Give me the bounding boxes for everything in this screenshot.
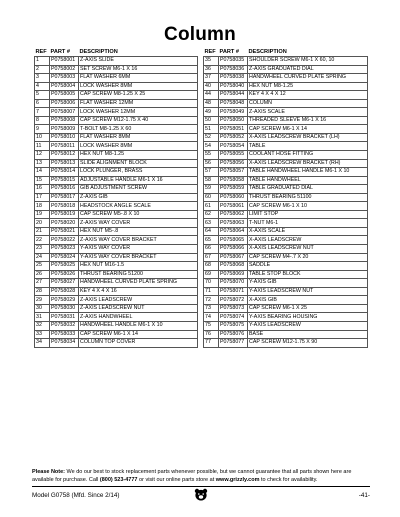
part-number-cell: P0758022 xyxy=(50,236,79,245)
description-cell: FLAT WASHER 8MM xyxy=(79,133,198,142)
description-cell: Z-AXIS WAY COVER BRACKET xyxy=(79,236,198,245)
ref-cell: 72 xyxy=(204,296,219,305)
page-number: -41- xyxy=(358,492,370,499)
ref-cell: 61 xyxy=(204,202,219,211)
description-cell: Y-AXIS WAY COVER BRACKET xyxy=(79,253,198,262)
ref-cell: 40 xyxy=(204,82,219,91)
table-row xyxy=(35,202,198,211)
description-cell: KEY 4 X 4 X 12 xyxy=(248,91,368,100)
description-cell: Z-AXIS HANDWHEEL xyxy=(79,313,198,322)
part-number-cell: P0758058 xyxy=(219,176,248,185)
part-number-cell: P0758052 xyxy=(219,133,248,142)
part-number-cell: P0758020 xyxy=(50,219,79,228)
description-cell: TABLE HANDWHEEL HANDLE M6-1 X 10 xyxy=(248,168,368,177)
ref-cell: 11 xyxy=(35,142,50,151)
description-cell: Y-AXIS LEADSCREW NUT xyxy=(248,287,368,296)
part-number-cell: P0758004 xyxy=(50,82,79,91)
description-cell: Z-AXIS LEADSCREW NUT xyxy=(79,304,198,313)
part-number-cell: P0758075 xyxy=(219,321,248,330)
part-number-cell: P0758019 xyxy=(50,210,79,219)
description-cell: HEADSTOCK ANGLE SCALE xyxy=(79,202,198,211)
part-number-cell: P0758068 xyxy=(219,262,248,271)
part-number-cell: P0758011 xyxy=(50,142,79,151)
description-cell: COLUMN TOP COVER xyxy=(79,339,198,348)
ref-header: REF xyxy=(204,49,216,55)
description-cell: HEX NUT M5-.8 xyxy=(79,227,198,236)
table-row xyxy=(204,304,368,313)
table-row xyxy=(35,65,198,74)
table-row xyxy=(35,321,198,330)
table-row xyxy=(204,159,368,168)
page-title: Column xyxy=(164,24,236,45)
ref-cell: 63 xyxy=(204,219,219,228)
table-row xyxy=(204,202,368,211)
part-number-cell: P0758032 xyxy=(50,321,79,330)
description-cell: LOCK WASHER 8MM xyxy=(79,142,198,151)
description-cell: SET SCREW M6-1 X 16 xyxy=(79,65,198,74)
ref-cell: 59 xyxy=(204,185,219,194)
description-cell: X-AXIS GIB xyxy=(248,296,368,305)
part-number-cell: P0758071 xyxy=(219,287,248,296)
description-cell: X-AXIS LEADSCREW xyxy=(248,236,368,245)
table-row xyxy=(204,287,368,296)
table-row xyxy=(204,125,368,134)
part-number-cell: P0758060 xyxy=(219,193,248,202)
part-number-cell: P0758010 xyxy=(50,133,79,142)
ref-cell: 14 xyxy=(35,168,50,177)
description-cell: KEY 4 X 4 X 16 xyxy=(79,287,198,296)
description-cell: THRUST BEARING 51100 xyxy=(248,193,368,202)
note-url-link[interactable]: www.grizzly.com xyxy=(215,476,260,483)
description-cell: HEX NUT M8-1.25 xyxy=(79,151,198,160)
ref-cell: 10 xyxy=(35,133,50,142)
description-cell: CAP SCREW M8-1.25 X 25 xyxy=(79,91,198,100)
description-cell: X-AXIS LEADSCREW NUT xyxy=(248,245,368,254)
ref-cell: 48 xyxy=(204,99,219,108)
ref-cell: 70 xyxy=(204,279,219,288)
table-row xyxy=(204,279,368,288)
ref-cell: 15 xyxy=(35,176,50,185)
bear-logo-icon xyxy=(194,488,208,501)
footer-divider xyxy=(32,486,370,487)
description-cell: LOCK WASHER 12MM xyxy=(79,108,198,117)
availability-note xyxy=(32,469,370,484)
description-cell: X-AXIS SCALE xyxy=(248,227,368,236)
table-row xyxy=(35,313,198,322)
table-row xyxy=(204,142,368,151)
part-number-cell: P0758069 xyxy=(219,270,248,279)
part-number-cell: P0758064 xyxy=(219,227,248,236)
part-number-cell: P0758056 xyxy=(219,159,248,168)
part-number-cell: P0758059 xyxy=(219,185,248,194)
description-cell: HANDWHEEL CURVED PLATE SPRING xyxy=(79,279,198,288)
ref-cell: 66 xyxy=(204,245,219,254)
table-row xyxy=(204,108,368,117)
ref-cell: 60 xyxy=(204,193,219,202)
table-row xyxy=(204,133,368,142)
note-text: to check for availability. xyxy=(259,476,318,483)
table-row xyxy=(204,74,368,83)
part-number-cell: P0758023 xyxy=(50,245,79,254)
table-row xyxy=(204,65,368,74)
part-number-cell: P0758027 xyxy=(50,279,79,288)
parts-table-right xyxy=(203,48,368,348)
table-row xyxy=(204,193,368,202)
part-number-cell: P0758036 xyxy=(219,65,248,74)
part-number-cell: P0758031 xyxy=(50,313,79,322)
ref-cell: 26 xyxy=(35,270,50,279)
description-cell: Y-AXIS GIB xyxy=(248,279,368,288)
description-cell: THRUST BEARING 51200 xyxy=(79,270,198,279)
ref-cell: 69 xyxy=(204,270,219,279)
table-row xyxy=(35,91,198,100)
part-number-cell: P0758012 xyxy=(50,151,79,160)
description-cell: CAP SCREW M6-1 X 14 xyxy=(79,330,198,339)
description-cell: CAP SCREW M4-.7 X 20 xyxy=(248,253,368,262)
ref-cell: 5 xyxy=(35,91,50,100)
table-row xyxy=(35,339,198,348)
ref-cell: 36 xyxy=(204,65,219,74)
part-number-cell: P0758055 xyxy=(219,151,248,160)
ref-cell: 52 xyxy=(204,133,219,142)
table-row xyxy=(204,151,368,160)
ref-cell: 55 xyxy=(204,151,219,160)
part-number-cell: P0758067 xyxy=(219,253,248,262)
part-header: PART # xyxy=(50,49,70,55)
part-number-cell: P0758026 xyxy=(50,270,79,279)
ref-cell: 49 xyxy=(204,108,219,117)
table-row xyxy=(35,185,198,194)
ref-cell: 13 xyxy=(35,159,50,168)
part-number-cell: P0758034 xyxy=(50,339,79,348)
ref-cell: 34 xyxy=(35,339,50,348)
description-cell: TABLE STOP BLOCK xyxy=(248,270,368,279)
table-row xyxy=(204,168,368,177)
ref-cell: 67 xyxy=(204,253,219,262)
table-row xyxy=(35,108,198,117)
part-number-cell: P0758028 xyxy=(50,287,79,296)
part-number-cell: P0758063 xyxy=(219,219,248,228)
part-number-cell: P0758065 xyxy=(219,236,248,245)
table-row xyxy=(204,185,368,194)
table-row xyxy=(35,151,198,160)
part-number-cell: P0758070 xyxy=(219,279,248,288)
description-cell: Z-AXIS LEADSCREW xyxy=(79,296,198,305)
description-cell: Z-AXIS GRADUATED DIAL xyxy=(248,65,368,74)
table-row xyxy=(35,142,198,151)
ref-cell: 2 xyxy=(35,65,50,74)
description-cell: CAP SCREW M6-1 X 25 xyxy=(248,304,368,313)
description-cell: FLAT WASHER 6MM xyxy=(79,74,198,83)
part-number-cell: P0758018 xyxy=(50,202,79,211)
table-row xyxy=(204,236,368,245)
part-number-cell: P0758054 xyxy=(219,142,248,151)
description-cell: ADJUSTABLE HANDLE M6-1 X 16 xyxy=(79,176,198,185)
description-cell: HEX NUT M8-1.25 xyxy=(248,82,368,91)
table-row xyxy=(35,133,198,142)
part-number-cell: P0758021 xyxy=(50,227,79,236)
table-row xyxy=(35,176,198,185)
description-cell: THREADED SLEEVE M6-1 X 16 xyxy=(248,116,368,125)
description-cell: HANDWHEEL CURVED PLATE SPRING xyxy=(248,74,368,83)
description-cell: CAP SCREW M12-1.75 X 90 xyxy=(248,339,368,348)
part-number-cell: P0758033 xyxy=(50,330,79,339)
description-cell: SADDLE xyxy=(248,262,368,271)
part-number-cell: P0758048 xyxy=(219,99,248,108)
ref-cell: 27 xyxy=(35,279,50,288)
note-text: or visit our online parts store at xyxy=(137,476,216,483)
description-cell: CAP SCREW M12-1.75 X 40 xyxy=(79,116,198,125)
ref-cell: 3 xyxy=(35,74,50,83)
part-header: PART # xyxy=(219,49,239,55)
description-cell: LIMIT STOP xyxy=(248,210,368,219)
description-header: DESCRIPTION xyxy=(248,49,287,55)
ref-cell: 31 xyxy=(35,313,50,322)
part-number-cell: P0758024 xyxy=(50,253,79,262)
part-number-cell: P0758001 xyxy=(50,57,79,66)
part-number-cell: P0758077 xyxy=(219,339,248,348)
description-cell: TABLE xyxy=(248,142,368,151)
ref-cell: 24 xyxy=(35,253,50,262)
part-number-cell: P0758029 xyxy=(50,296,79,305)
note-label: Please Note: xyxy=(32,469,66,475)
table-row xyxy=(204,57,368,66)
description-cell: CAP SCREW M6-1 X 10 xyxy=(248,202,368,211)
description-cell: Y-AXIS WAY COVER xyxy=(79,245,198,254)
description-cell: T-BOLT M8-1.25 X 60 xyxy=(79,125,198,134)
ref-cell: 50 xyxy=(204,116,219,125)
ref-cell: 30 xyxy=(35,304,50,313)
table-row xyxy=(35,74,198,83)
ref-cell: 33 xyxy=(35,330,50,339)
table-row xyxy=(35,262,198,271)
table-row xyxy=(35,57,198,66)
description-cell: X-AXIS LEADSCREW BRACKET (RH) xyxy=(248,159,368,168)
table-row xyxy=(35,287,198,296)
part-number-cell: P0758008 xyxy=(50,116,79,125)
description-cell: TABLE GRADUATED DIAL xyxy=(248,185,368,194)
part-number-cell: P0758061 xyxy=(219,202,248,211)
ref-cell: 4 xyxy=(35,82,50,91)
table-row xyxy=(204,219,368,228)
part-number-cell: P0758017 xyxy=(50,193,79,202)
description-cell: Y-AXIS LEADSCREW xyxy=(248,321,368,330)
description-cell: BASE xyxy=(248,330,368,339)
ref-cell: 62 xyxy=(204,210,219,219)
part-number-cell: P0758030 xyxy=(50,304,79,313)
part-number-cell: P0758006 xyxy=(50,99,79,108)
ref-cell: 17 xyxy=(35,193,50,202)
ref-cell: 54 xyxy=(204,142,219,151)
table-row xyxy=(35,82,198,91)
ref-cell: 76 xyxy=(204,330,219,339)
description-cell: Z-AXIS SLIDE xyxy=(79,57,198,66)
table-row xyxy=(35,210,198,219)
table-row xyxy=(35,270,198,279)
description-cell: Z-AXIS WAY COVER xyxy=(79,219,198,228)
ref-cell: 28 xyxy=(35,287,50,296)
part-number-cell: P0758049 xyxy=(219,108,248,117)
table-row xyxy=(35,159,198,168)
description-cell: SLIDE ALIGNMENT BLOCK xyxy=(79,159,198,168)
description-cell: TABLE HANDWHEEL xyxy=(248,176,368,185)
ref-cell: 1 xyxy=(35,57,50,66)
parts-table-left xyxy=(34,48,198,348)
description-cell: T-NUT M6-1 xyxy=(248,219,368,228)
part-number-cell: P0758016 xyxy=(50,185,79,194)
part-number-cell: P0758057 xyxy=(219,168,248,177)
table-row xyxy=(35,125,198,134)
table-row xyxy=(204,253,368,262)
table-row xyxy=(35,296,198,305)
part-number-cell: P0758013 xyxy=(50,159,79,168)
part-number-cell: P0758050 xyxy=(219,116,248,125)
ref-cell: 73 xyxy=(204,304,219,313)
ref-cell: 16 xyxy=(35,185,50,194)
part-number-cell: P0758040 xyxy=(219,82,248,91)
part-number-cell: P0758062 xyxy=(219,210,248,219)
part-number-cell: P0758009 xyxy=(50,125,79,134)
table-row xyxy=(35,304,198,313)
ref-cell: 64 xyxy=(204,227,219,236)
ref-cell: 32 xyxy=(35,321,50,330)
ref-cell: 65 xyxy=(204,236,219,245)
ref-cell: 19 xyxy=(35,210,50,219)
ref-cell: 18 xyxy=(35,202,50,211)
part-number-cell: P0758073 xyxy=(219,304,248,313)
part-number-cell: P0758005 xyxy=(50,91,79,100)
ref-cell: 44 xyxy=(204,91,219,100)
part-number-cell: P0758014 xyxy=(50,168,79,177)
part-number-cell: P0758072 xyxy=(219,296,248,305)
part-number-cell: P0758015 xyxy=(50,176,79,185)
ref-cell: 56 xyxy=(204,159,219,168)
table-row xyxy=(35,279,198,288)
description-cell: FLAT WASHER 12MM xyxy=(79,99,198,108)
ref-cell: 74 xyxy=(204,313,219,322)
ref-cell: 25 xyxy=(35,262,50,271)
table-row xyxy=(204,116,368,125)
table-row xyxy=(204,210,368,219)
table-row xyxy=(204,227,368,236)
part-number-cell: P0758002 xyxy=(50,65,79,74)
part-number-cell: P0758066 xyxy=(219,245,248,254)
table-row xyxy=(35,219,198,228)
ref-cell: 58 xyxy=(204,176,219,185)
description-cell: COLUMN xyxy=(248,99,368,108)
ref-cell: 37 xyxy=(204,74,219,83)
part-number-cell: P0758025 xyxy=(50,262,79,271)
ref-cell: 77 xyxy=(204,339,219,348)
table-row xyxy=(35,168,198,177)
table-row xyxy=(204,262,368,271)
ref-cell: 20 xyxy=(35,219,50,228)
ref-cell: 51 xyxy=(204,125,219,134)
table-row xyxy=(204,270,368,279)
description-cell: Y-AXIS BEARING HOUSING xyxy=(248,313,368,322)
table-row xyxy=(204,313,368,322)
ref-cell: 21 xyxy=(35,227,50,236)
ref-cell: 57 xyxy=(204,168,219,177)
ref-cell: 23 xyxy=(35,245,50,254)
table-row xyxy=(35,193,198,202)
ref-cell: 9 xyxy=(35,125,50,134)
ref-cell: 29 xyxy=(35,296,50,305)
description-cell: HEX NUT M16-1.5 xyxy=(79,262,198,271)
ref-cell: 68 xyxy=(204,262,219,271)
table-row xyxy=(35,236,198,245)
table-row xyxy=(35,116,198,125)
ref-header: REF xyxy=(35,49,47,55)
ref-cell: 22 xyxy=(35,236,50,245)
description-cell: CAP SCREW M6-1 X 14 xyxy=(248,125,368,134)
description-header: DESCRIPTION xyxy=(79,49,118,55)
table-row xyxy=(35,330,198,339)
note-phone: (800) 523-4777 xyxy=(99,476,138,483)
part-number-cell: P0758076 xyxy=(219,330,248,339)
table-row xyxy=(35,245,198,254)
part-number-cell: P0758074 xyxy=(219,313,248,322)
part-number-cell: P0758038 xyxy=(219,74,248,83)
table-row xyxy=(204,176,368,185)
table-row xyxy=(35,227,198,236)
ref-cell: 71 xyxy=(204,287,219,296)
description-cell: GIB ADJUSTMENT SCREW xyxy=(79,185,198,194)
table-row xyxy=(204,99,368,108)
description-cell: Z-AXIS GIB xyxy=(79,193,198,202)
description-cell: SHOULDER SCREW M6-1 X 60, 10 xyxy=(248,57,368,66)
table-row xyxy=(204,296,368,305)
ref-cell: 75 xyxy=(204,321,219,330)
part-number-cell: P0758051 xyxy=(219,125,248,134)
ref-cell: 35 xyxy=(204,57,219,66)
table-row xyxy=(204,330,368,339)
table-row xyxy=(204,245,368,254)
description-cell: COOLANT HOSE FITTING xyxy=(248,151,368,160)
table-row xyxy=(204,339,368,348)
ref-cell: 8 xyxy=(35,116,50,125)
part-number-cell: P0758044 xyxy=(219,91,248,100)
table-row xyxy=(204,91,368,100)
ref-cell: 7 xyxy=(35,108,50,117)
part-number-cell: P0758035 xyxy=(219,57,248,66)
ref-cell: 12 xyxy=(35,151,50,160)
description-cell: HANDWHEEL HANDLE M6-1 X 10 xyxy=(79,321,198,330)
note-text: We do our best to stock replacement parts whenever possible, but we cannot guarantee that all parts shown here are available for purchase. Call xyxy=(32,469,352,483)
description-cell: LOCK PLUNGER, BRASS xyxy=(79,168,198,177)
table-row xyxy=(204,82,368,91)
footer-model: Model G0758 (Mfd. Since 2/14) xyxy=(32,492,120,499)
table-row xyxy=(35,253,198,262)
table-row xyxy=(35,99,198,108)
description-cell: Z-AXIS SCALE xyxy=(248,108,368,117)
description-cell: LOCK WASHER 8MM xyxy=(79,82,198,91)
description-cell: CAP SCREW M5-.8 X 10 xyxy=(79,210,198,219)
part-number-cell: P0758003 xyxy=(50,74,79,83)
ref-cell: 6 xyxy=(35,99,50,108)
table-row xyxy=(204,321,368,330)
part-number-cell: P0758007 xyxy=(50,108,79,117)
description-cell: X-AXIS LEADSCREW BRACKET (LH) xyxy=(248,133,368,142)
